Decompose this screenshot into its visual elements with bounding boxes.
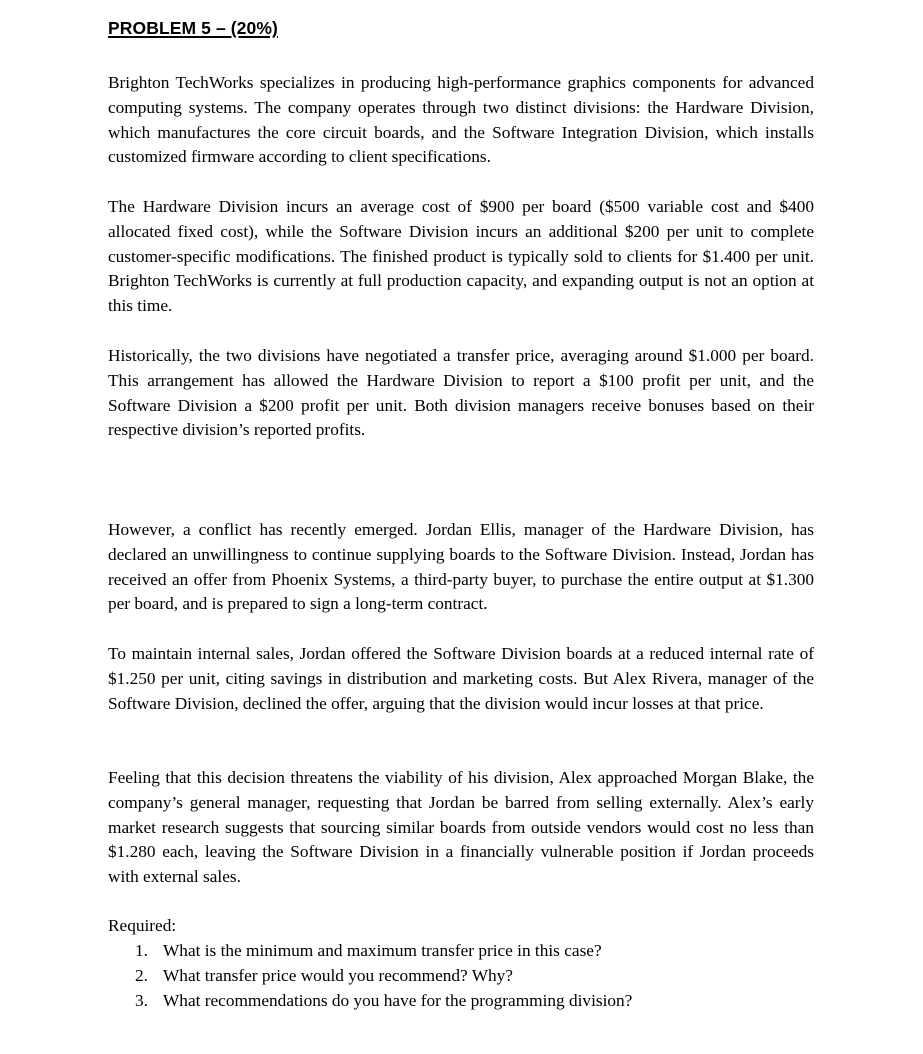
- paragraph-cost-structure: The Hardware Division incurs an average cost of $900 per board ($500 variable cost and $400 allocated fixed cost), while the Software Division incurs an additional $200 per unit to complete customer-specific modifications. The finished product is typically sold to clients for $1.400 per unit. Brighton TechWorks is currently at full production capacity, and expanding output is not an option at this time.: [108, 197, 814, 316]
- question-item: [108, 939, 632, 964]
- paragraph-escalation: Feeling that this decision threatens the viability of his division, Alex approached Morgan Blake, the company’s general manager, requesting that Jordan be barred from selling externally. Alex’s early market research suggests that sourcing similar boards from outside vendors would cost no less than $1.280 each, leaving the Software Division in a financially vulnerable position if Jordan proceeds with external sales.: [108, 768, 814, 887]
- problem-title: PROBLEM 5 – (20%): [108, 18, 278, 38]
- question-number: 2.: [135, 965, 148, 985]
- required-label: Required:: [108, 916, 177, 935]
- question-text: What transfer price would you recommend? Why?: [163, 965, 513, 985]
- paragraph-internal-offer: To maintain internal sales, Jordan offered the Software Division boards at a reduced internal rate of $1.250 per unit, citing savings in distribution and marketing costs. But Alex Rivera, manager of the Software Division, declined the offer, arguing that the division would incur losses at that price.: [108, 644, 814, 713]
- question-text: What is the minimum and maximum transfer price in this case?: [163, 941, 602, 960]
- paragraph-company-overview: Brighton TechWorks specializes in producing high-performance graphics components for advanced computing systems. The company operates through two distinct divisions: the Hardware Division, which manufactures the core circuit boards, and the Software Integration Division, which installs customized firmware according to client specifications.: [108, 73, 814, 167]
- paragraph-conflict: However, a conflict has recently emerged. Jordan Ellis, manager of the Hardware Division, has declared an unwillingness to continue supplying boards to the Software Division. Instead, Jordan has received an offer from Phoenix Systems, a third-party buyer, to purchase the entire output at $1.300 per board, and is prepared to sign a long-term contract.: [108, 520, 814, 614]
- question-item: [108, 989, 632, 1014]
- question-item: [108, 964, 632, 989]
- question-number: 1.: [135, 941, 148, 960]
- required-questions-list: [108, 939, 632, 1013]
- question-number: 3.: [135, 990, 148, 1010]
- paragraph-transfer-history: Historically, the two divisions have negotiated a transfer price, averaging around $1.000 per board. This arrangement has allowed the Hardware Division to report a $100 profit per unit, and the Software Division a $200 profit per unit. Both division managers receive bonuses based on their respective division’s reported profits.: [108, 346, 814, 440]
- question-text: What recommendations do you have for the programming division?: [163, 990, 633, 1010]
